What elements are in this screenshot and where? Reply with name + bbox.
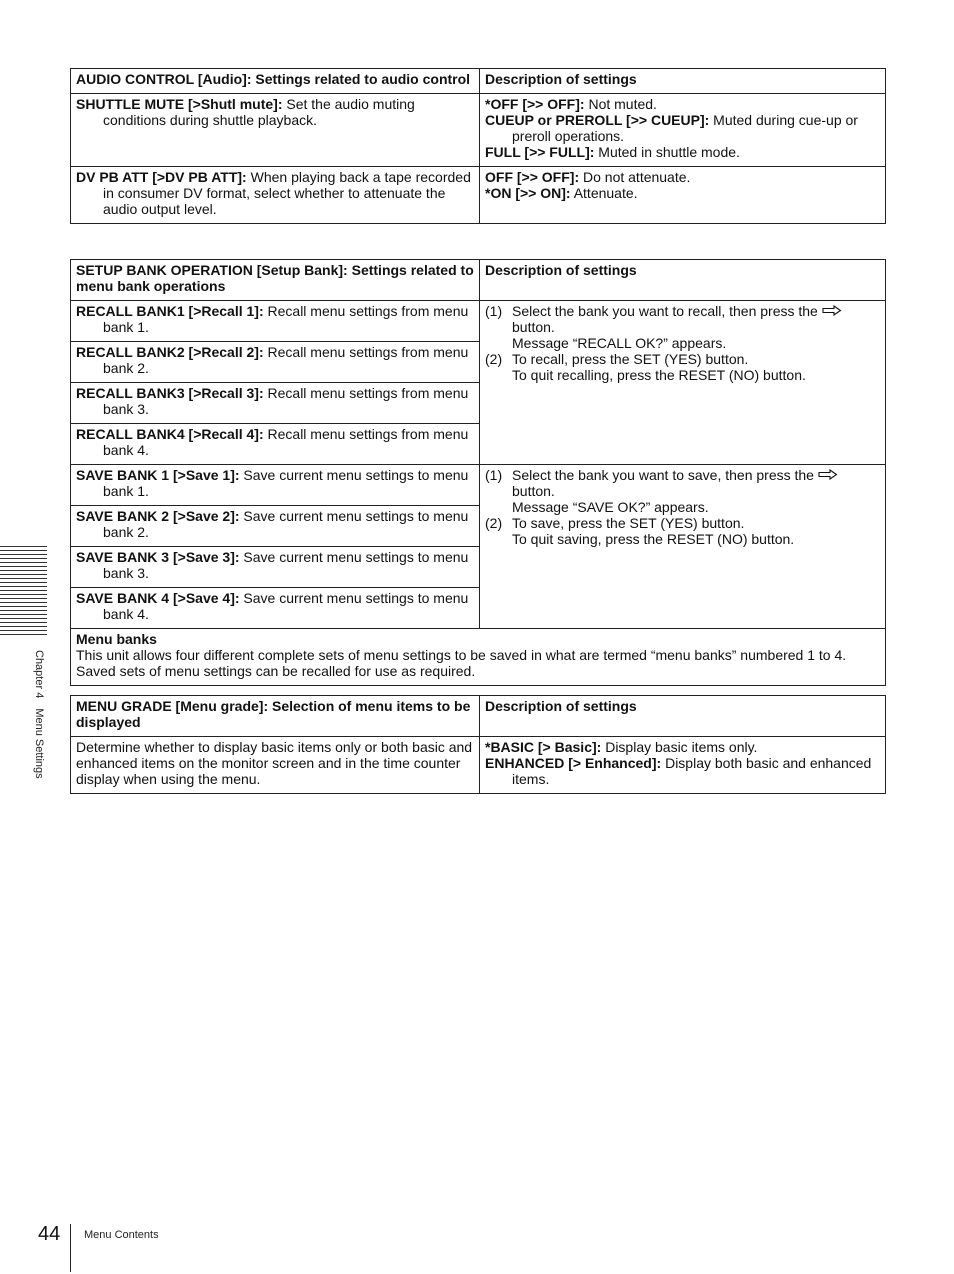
setting-cell <box>71 94 480 167</box>
setting-name: SAVE BANK 2 [>Save 2]: <box>76 508 240 524</box>
chapter-label: Chapter 4 <box>33 650 45 699</box>
note-title: Menu banks <box>76 631 157 647</box>
option-text: Do not attenuate. <box>579 169 691 185</box>
option-text: Not muted. <box>584 96 657 112</box>
option-entry <box>485 96 880 112</box>
step-text: To save, press the SET (YES) button. <box>512 515 745 531</box>
setting-description: Save current menu settings to menu bank 2. <box>103 508 469 540</box>
step-1 <box>485 303 880 351</box>
setting-entry <box>76 590 474 622</box>
setting-cell <box>71 383 480 424</box>
setting-entry <box>76 169 474 217</box>
setting-entry <box>76 344 474 376</box>
save-steps-cell <box>480 465 886 629</box>
setting-name: RECALL BANK2 [>Recall 2]: <box>76 344 264 360</box>
step-text-cont: To quit saving, press the RESET (NO) button. <box>512 531 795 547</box>
right-arrow-icon <box>822 303 842 319</box>
table-row <box>71 737 886 794</box>
step-text: To recall, press the SET (YES) button. <box>512 351 749 367</box>
setting-description: When playing back a tape recorded in consumer DV format, select whether to attenuate the audio output level. <box>103 169 471 217</box>
option-entry <box>485 112 880 144</box>
table-header-left: SETUP BANK OPERATION [Setup Bank]: Settings related to menu bank operations <box>71 260 480 301</box>
setting-name: DV PB ATT [>DV PB ATT]: <box>76 169 247 185</box>
option-text: Muted during cue-up or preroll operations. <box>512 112 858 144</box>
setting-name: SAVE BANK 1 [>Save 1]: <box>76 467 240 483</box>
option-entry <box>485 739 880 755</box>
setting-cell <box>71 424 480 465</box>
step-2 <box>485 515 880 547</box>
setting-entry <box>76 303 474 335</box>
setting-name: RECALL BANK3 [>Recall 3]: <box>76 385 264 401</box>
note-cell <box>71 629 886 686</box>
table-header-left: AUDIO CONTROL [Audio]: Settings related to audio control <box>71 69 480 94</box>
step-text: Select the bank you want to save, then press the <box>512 467 814 483</box>
step-1 <box>485 467 880 515</box>
option-label: ENHANCED [> Enhanced]: <box>485 755 662 771</box>
right-arrow-icon <box>818 467 838 483</box>
option-label: *ON [>> ON]: <box>485 185 571 201</box>
option-entry <box>485 144 880 160</box>
option-text: Display basic items only. <box>601 739 758 755</box>
step-text-cont: To quit recalling, press the RESET (NO) button. <box>512 367 806 383</box>
option-label: *OFF [>> OFF]: <box>485 96 585 112</box>
option-label: FULL [>> FULL]: <box>485 144 595 160</box>
step-text-cont: button. <box>512 319 555 335</box>
table-row <box>71 94 886 167</box>
setting-entry <box>76 426 474 458</box>
setting-cell <box>71 547 480 588</box>
step-message: Message “SAVE OK?” appears. <box>512 499 709 515</box>
setting-cell <box>71 301 480 342</box>
setting-description: Recall menu settings from menu bank 4. <box>103 426 469 458</box>
step-number: (1) <box>485 467 503 483</box>
setting-description: Determine whether to display basic items only or both basic and enhanced items on the monitor screen and in the time counter display when using the menu. <box>71 737 480 794</box>
setting-description: Recall menu settings from menu bank 2. <box>103 344 469 376</box>
step-number: (2) <box>485 515 503 531</box>
step-text: Select the bank you want to recall, then press the <box>512 303 818 319</box>
table-header-right: Description of settings <box>480 260 886 301</box>
chapter-tab-marker <box>0 546 47 638</box>
setting-name: SHUTTLE MUTE [>Shutl mute]: <box>76 96 283 112</box>
table-header-left: MENU GRADE [Menu grade]: Selection of menu items to be displayed <box>71 696 480 737</box>
table-header-row <box>71 260 886 301</box>
step-text-cont: button. <box>512 483 555 499</box>
option-entry <box>485 169 880 185</box>
setting-description: Recall menu settings from menu bank 3. <box>103 385 469 417</box>
setting-entry <box>76 549 474 581</box>
footer-divider <box>70 1224 71 1272</box>
setting-name: SAVE BANK 3 [>Save 3]: <box>76 549 240 565</box>
option-text: Display both basic and enhanced items. <box>512 755 872 787</box>
setting-cell <box>71 506 480 547</box>
setting-name: SAVE BANK 4 [>Save 4]: <box>76 590 240 606</box>
option-label: OFF [>> OFF]: <box>485 169 580 185</box>
footer-label: Menu Contents <box>84 1229 159 1241</box>
options-cell <box>480 737 886 794</box>
table-header-row <box>71 69 886 94</box>
note-row <box>71 629 886 686</box>
option-entry <box>485 755 880 787</box>
setting-name: RECALL BANK4 [>Recall 4]: <box>76 426 264 442</box>
setting-entry <box>76 385 474 417</box>
option-text: Muted in shuttle mode. <box>594 144 740 160</box>
chapter-side-label <box>33 650 45 850</box>
menu-grade-table <box>70 695 886 794</box>
setting-cell <box>71 465 480 506</box>
setting-cell <box>71 588 480 629</box>
setting-description: Set the audio muting conditions during shuttle playback. <box>103 96 415 128</box>
setting-entry <box>76 467 474 499</box>
setting-cell <box>71 342 480 383</box>
page-number: 44 <box>38 1223 61 1245</box>
setup-bank-table <box>70 259 886 686</box>
option-label: CUEUP or PREROLL [>> CUEUP]: <box>485 112 710 128</box>
note-text: This unit allows four different complete sets of menu settings to be saved in what are termed “menu banks” numbered 1 to 4. Saved sets of menu settings can be recalled for use as required. <box>76 647 847 679</box>
setting-cell <box>71 167 480 224</box>
step-2 <box>485 351 880 383</box>
table-header-row <box>71 696 886 737</box>
step-message: Message “RECALL OK?” appears. <box>512 335 727 351</box>
option-entry <box>485 185 880 201</box>
setting-description: Save current menu settings to menu bank 4. <box>103 590 469 622</box>
setting-entry <box>76 508 474 540</box>
step-number: (1) <box>485 303 503 319</box>
setting-entry <box>76 96 474 128</box>
table-row <box>71 167 886 224</box>
audio-control-table <box>70 68 886 224</box>
table-header-right: Description of settings <box>480 696 886 737</box>
table-row <box>71 301 886 342</box>
recall-steps-cell <box>480 301 886 465</box>
option-text: Attenuate. <box>570 185 638 201</box>
setting-description: Recall menu settings from menu bank 1. <box>103 303 469 335</box>
options-cell <box>480 167 886 224</box>
setting-name: RECALL BANK1 [>Recall 1]: <box>76 303 264 319</box>
setting-description: Save current menu settings to menu bank 3. <box>103 549 469 581</box>
step-number: (2) <box>485 351 503 367</box>
table-header-right: Description of settings <box>480 69 886 94</box>
setting-description: Save current menu settings to menu bank 1. <box>103 467 469 499</box>
options-cell <box>480 94 886 167</box>
table-row <box>71 465 886 506</box>
section-label: Menu Settings <box>33 708 45 779</box>
option-label: *BASIC [> Basic]: <box>485 739 602 755</box>
